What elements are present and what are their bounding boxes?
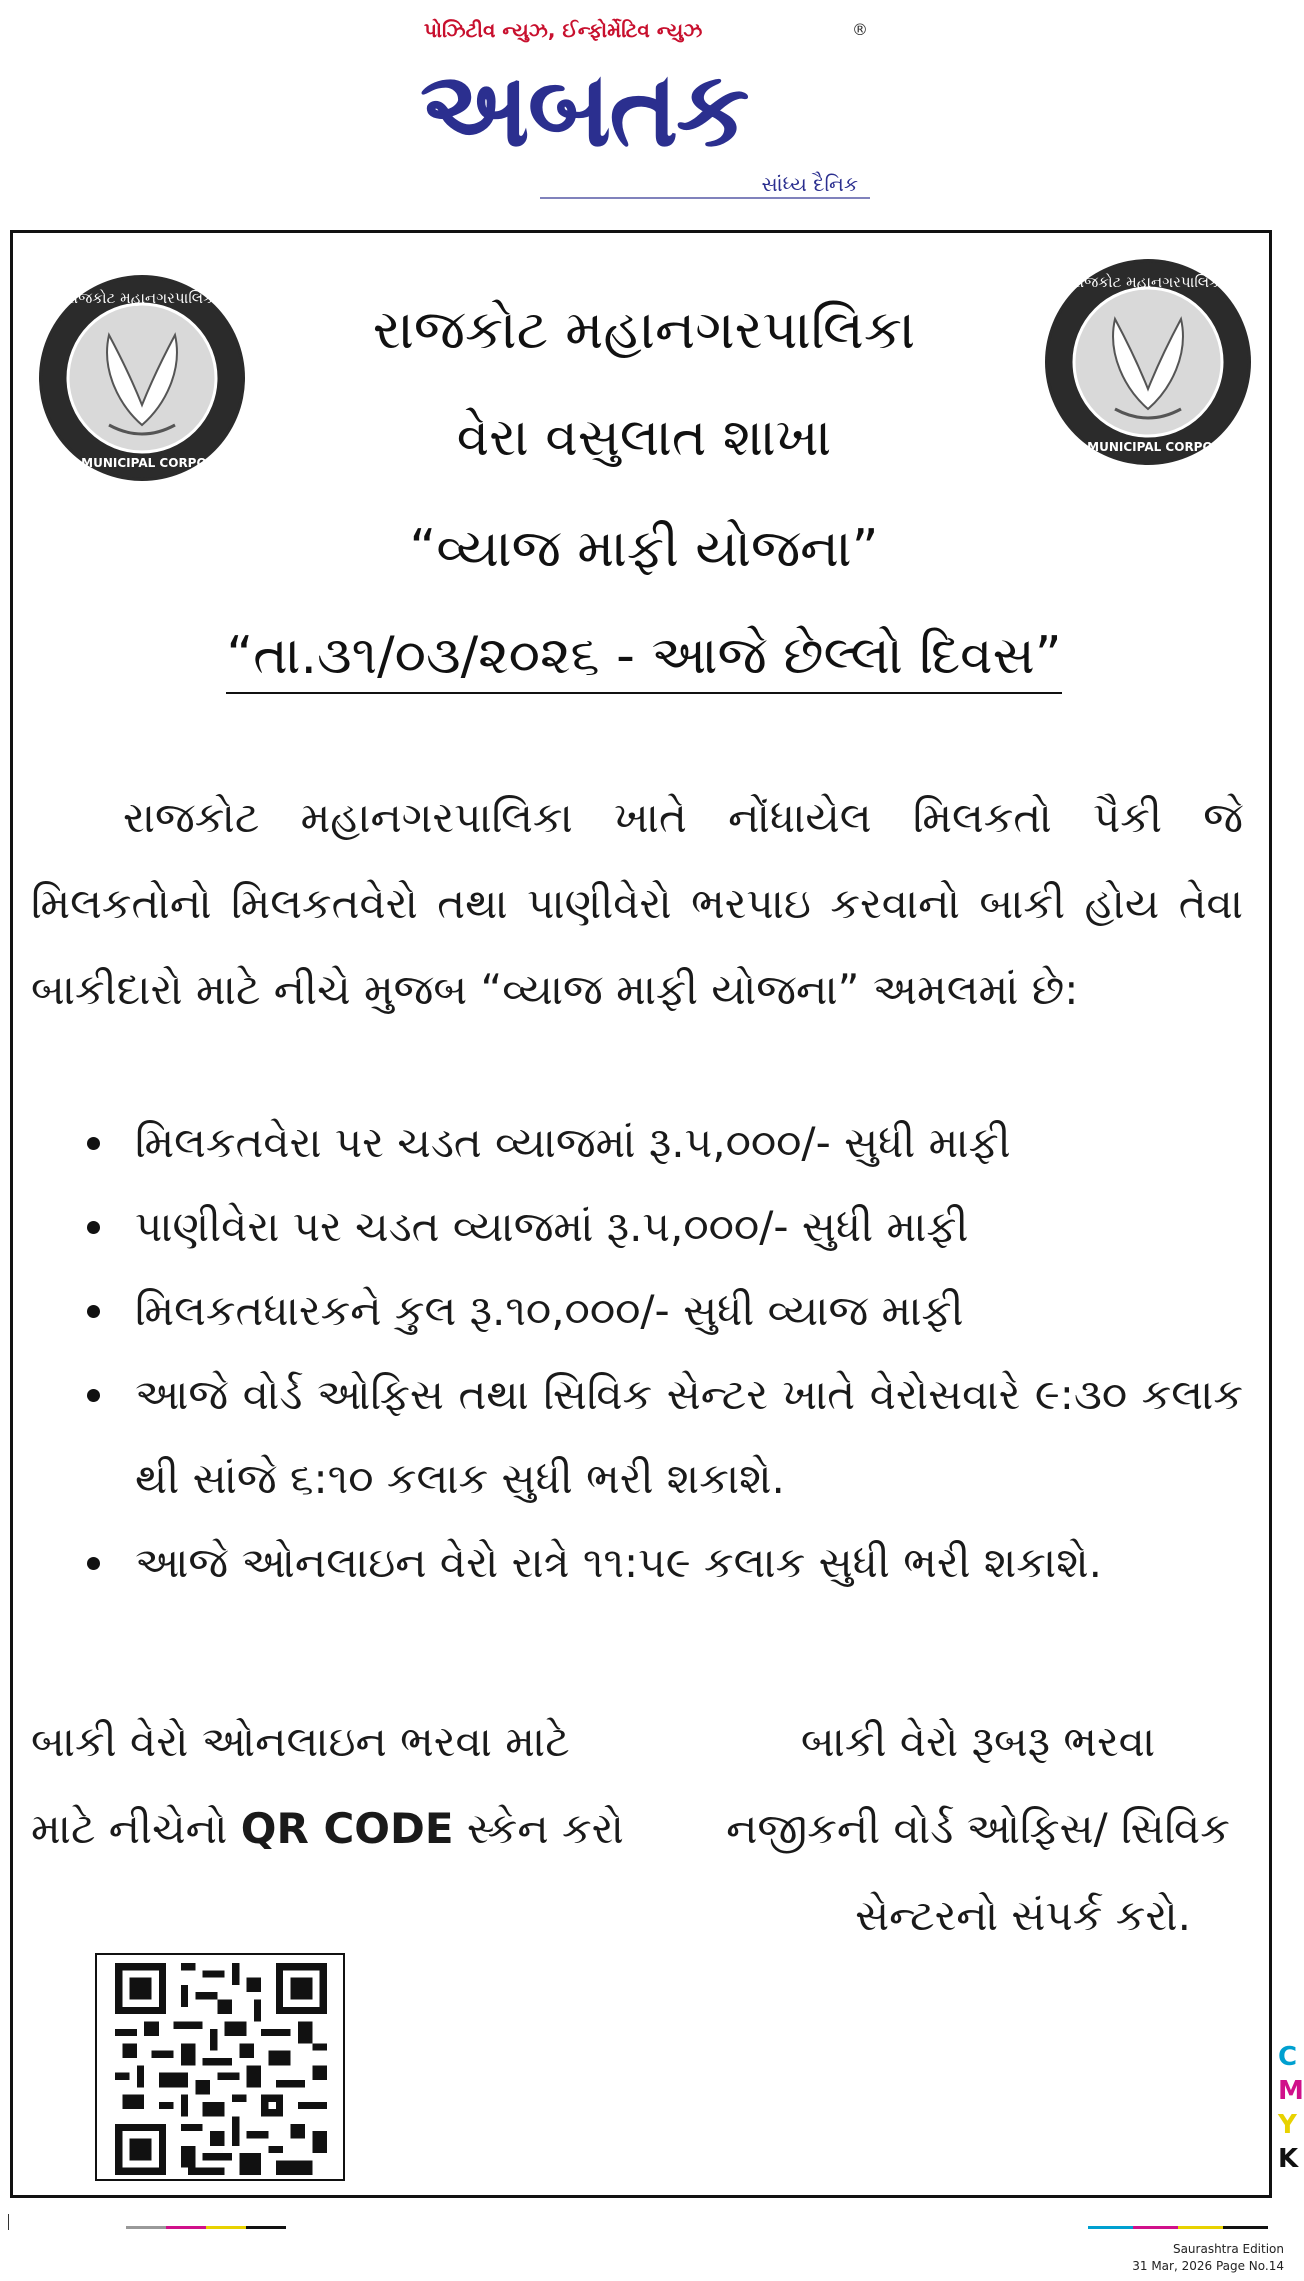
qr-code-icon	[115, 1963, 327, 2175]
online-instruction-line	[31, 1785, 651, 1872]
list-item: પાણીવેરા પર ચડત વ્યાજમાં રૂ.૫,૦૦૦/- સુધી માફી	[83, 1185, 1243, 1269]
online-instruction-line: બાકી વેરો ઓનલાઇન ભરવા માટે	[31, 1717, 570, 1766]
masthead-tagline: પોઝિટીવ ન્યુઝ, ઈન્ફોર્મેટિવ ન્યુઝ	[424, 18, 703, 42]
scheme-name: “વ્યાજ માફી યોજના”	[409, 519, 879, 579]
benefit-list	[83, 1101, 1243, 1605]
edition-date-page: 31 Mar, 2026 Page No.14	[1132, 2259, 1284, 2273]
registered-mark: ®	[852, 20, 868, 39]
masthead-rule	[540, 197, 870, 199]
svg-text:RAJKOT MUNICIPAL CORPORATION: RAJKOT MUNICIPAL CORPORATION	[1032, 440, 1264, 454]
print-color-marks	[1278, 2040, 1304, 2176]
edition-info	[1132, 2241, 1284, 2275]
newspaper-masthead	[420, 16, 870, 206]
edition-name: Saurashtra Edition	[1172, 2242, 1284, 2256]
list-item: આજે ઓનલાઇન વેરો રાત્રે ૧૧:૫૯ કલાક સુધી ભરી શકાશે.	[83, 1521, 1243, 1605]
svg-text:રાજકોટ મહાનગરપાલિકા: રાજકોટ મહાનગરપાલિકા	[66, 289, 218, 307]
department-name: વેરા વસુલાત શાખા	[456, 408, 832, 468]
masthead-subtag: સાંધ્ય દૈનિક	[761, 172, 858, 196]
counter-instruction-line: બાકી વેરો રૂબરૂ ભરવા	[800, 1717, 1156, 1766]
online-instruction-text: સ્કેન કરો	[453, 1804, 624, 1853]
list-item: આજે વોર્ડ ઓફિસ તથા સિવિક સેન્ટર ખાતે વેરોસવારે ૯:૩૦ કલાક થી સાંજે ૬:૧૦ કલાક સુધી ભરી શકાશે.	[83, 1353, 1243, 1521]
color-mark-y: Y	[1278, 2110, 1297, 2140]
color-mark-k: K	[1278, 2144, 1299, 2174]
counter-instruction-line: નજીકની વોર્ડ ઓફિસ/ સિવિક	[726, 1804, 1230, 1853]
last-day-text: “તા.૩૧/૦૩/૨૦૨૬ - આજે છેલ્લો દિવસ”	[226, 626, 1061, 694]
color-mark-m: M	[1278, 2076, 1304, 2106]
list-item: મિલકતધારકને કુલ રૂ.૧૦,૦૦૦/- સુધી વ્યાજ માફી	[83, 1269, 1243, 1353]
payment-qr-code[interactable]	[95, 1953, 345, 2181]
qr-code-label: QR CODE	[240, 1804, 454, 1853]
color-mark-c: C	[1278, 2042, 1298, 2072]
newspaper-logo: અબતક	[420, 48, 748, 170]
notice-paragraph: રાજકોટ મહાનગરપાલિકા ખાતે નોંધાયેલ મિલકતો પૈકી જે મિલકતોનો મિલકતવેરો તથા પાણીવેરો ભરપાઇ કરવાનો બાકી હોય તેવા બાકીદારો માટે નીચે મુજબ “વ્યાજ માફી યોજના” અમલમાં છે:	[31, 793, 1243, 1014]
crop-mark	[8, 2214, 9, 2230]
registration-strip-left	[126, 2226, 286, 2229]
public-notice-box	[10, 230, 1272, 2198]
online-payment-instruction	[31, 1698, 651, 1872]
svg-text:રાજકોટ મહાનગરપાલિકા: રાજકોટ મહાનગરપાલિકા	[1072, 273, 1224, 291]
online-instruction-text: માટે નીચેનો	[31, 1804, 241, 1853]
list-item: મિલકતવેરા પર ચડત વ્યાજમાં રૂ.૫,૦૦૦/- સુધી માફી	[83, 1101, 1243, 1185]
notice-title: રાજકોટ મહાનગરપાલિકા	[372, 298, 916, 361]
last-day-banner	[13, 626, 1275, 687]
counter-instruction-line: સેન્ટરનો સંપર્ક કરો.	[855, 1891, 1191, 1940]
registration-strip-right	[1088, 2226, 1268, 2229]
svg-text:RAJKOT MUNICIPAL CORPORATION: RAJKOT MUNICIPAL CORPORATION	[26, 456, 258, 470]
counter-payment-instruction	[713, 1698, 1243, 1959]
